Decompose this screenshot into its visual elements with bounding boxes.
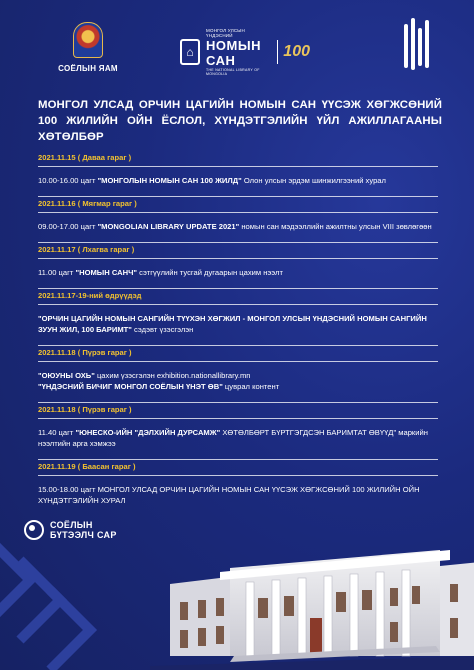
event-date: 2021.11.17 ( Лхагва гараг ): [38, 245, 135, 254]
event-text-post: номын сан мэдээллийн ажилтны улсын VIII зөвлөгөөн: [239, 222, 432, 231]
library-name-small: МОНГОЛ УЛСЫН ҮНДЭСНИЙ: [206, 28, 245, 38]
event-description: [38, 313, 438, 335]
event-list: [38, 151, 438, 506]
ministry-logo: [48, 22, 128, 73]
library-name-english: THE NATIONAL LIBRARY OF MONGOLIA: [206, 68, 260, 76]
event-text-bold: "НОМЫН САНЧ": [75, 268, 138, 277]
event-text-pre: 11.00 цагт: [38, 268, 76, 277]
event-text-bold: "ЮНЕСКО-ИЙН "ДЭЛХИЙН ДУРСАМЖ": [75, 428, 221, 437]
event-text-pre: 09.00-17.00 цагт: [38, 222, 98, 231]
library-building-illustration: [150, 506, 474, 670]
partner-logo: [24, 520, 117, 540]
event-divider: [38, 361, 438, 362]
partner-line-1: СОЁЛЫН: [50, 520, 93, 530]
logo-divider: [277, 40, 278, 64]
anniversary-mark: 100: [283, 43, 310, 60]
event-date: 2021.11.15 ( Даваа гараг ): [38, 153, 132, 162]
event-description: [38, 267, 438, 278]
page-title: МОНГОЛ УЛСАД ОРЧИН ЦАГИЙН НОМЫН САН ҮҮСЭЖ ХӨГЖСӨНИЙ 100 ЖИЛИЙН ОЙН ЁСЛОЛ, ХҮНДЭТГЭЛИЙН ҮЙЛ АЖИЛЛАГААНЫ ХӨТӨЛБӨР: [38, 99, 442, 143]
event-text-line2-post: цуврал контент: [222, 382, 280, 391]
partner-line-2: БҮТЭЭЛЧ САР: [50, 530, 117, 540]
partner-ring-icon: [24, 520, 44, 540]
event-date: 2021.11.16 ( Мягмар гараг ): [38, 199, 137, 208]
event-date: 2021.11.19 ( Баасан гараг ): [38, 462, 136, 471]
library-name: НОМЫН САН: [206, 38, 261, 68]
event-text-pre: 10.00-16.00 цагт: [38, 176, 98, 185]
event-text-line2-bold: "ҮНДЭСНИЙ БИЧИГ МОНГОЛ СОЁЛЫН ҮНЭТ ӨВ": [38, 382, 223, 391]
event-item: [38, 243, 438, 289]
event-date: 2021.11.18 ( Пүрэв гараг ): [38, 405, 132, 414]
ministry-emblem-icon: [73, 22, 103, 58]
event-date: 2021.11.18 ( Пүрэв гараг ): [38, 348, 132, 357]
event-description: [38, 221, 438, 232]
event-item: [38, 403, 438, 460]
event-date: 2021.11.17-19-ний өдрүүдэд: [38, 291, 142, 300]
event-description: [38, 427, 438, 449]
mongolian-script-logo-icon: [396, 18, 436, 70]
event-divider: [38, 258, 438, 259]
event-text-post: ХӨТӨЛБӨРТ БҮРТГЭГДСЭН БАРИМТАТ ӨВҮҮД" маркийн нээлтийн арга хэмжээ: [38, 428, 428, 448]
event-item: [38, 151, 438, 197]
event-text-post: Олон улсын эрдэм шинжилгээний хурал: [241, 176, 386, 185]
event-text-post: сэдэвт үзэсгэлэн: [131, 325, 194, 334]
event-divider: [38, 166, 438, 167]
event-text-bold: "ОРЧИН ЦАГИЙН НОМЫН САНГИЙН ТҮҮХЭН ХӨГЖИЛ - МОНГОЛ УЛСЫН ҮНДЭСНИЙ НОМЫН САНГИЙН ЗУУН ЖИЛ, 100 БАРИМТ": [38, 314, 427, 334]
event-description: [38, 175, 438, 186]
event-text-pre: 11.40 цагт: [38, 428, 76, 437]
event-item: [38, 289, 438, 346]
event-text-post: цахим үзэсгэлэн exhibition.nationallibrary.mn: [94, 371, 251, 380]
event-text-post: сэтгүүлийн тусгай дугаарын цахим нээлт: [137, 268, 283, 277]
library-logo: [180, 28, 310, 76]
event-text-pre: 15.00-18.00 цагт МОНГОЛ УЛСАД ОРЧИН ЦАГИЙН НОМЫН САН ҮҮСЭЖ ХӨГЖСӨНИЙ 100 ЖИЛИЙН ОЙН ХҮНДЭТГЭЛИЙН ХУРАЛ: [38, 485, 420, 505]
event-text-bold: "MONGOLIAN LIBRARY UPDATE 2021": [97, 222, 240, 231]
event-text-bold: "МОНГОЛЫН НОМЫН САН 100 ЖИЛД": [97, 176, 242, 185]
event-divider: [38, 304, 438, 305]
event-divider: [38, 475, 438, 476]
event-divider: [38, 418, 438, 419]
event-item: [38, 346, 438, 403]
ministry-caption: СОЁЛЫН ЯАМ: [58, 64, 118, 73]
event-item: [38, 197, 438, 243]
event-description: [38, 370, 438, 392]
library-mark-icon: ⌂: [180, 39, 200, 65]
event-text-bold: "ОЮУНЫ ОХЬ": [38, 371, 95, 380]
event-divider: [38, 212, 438, 213]
